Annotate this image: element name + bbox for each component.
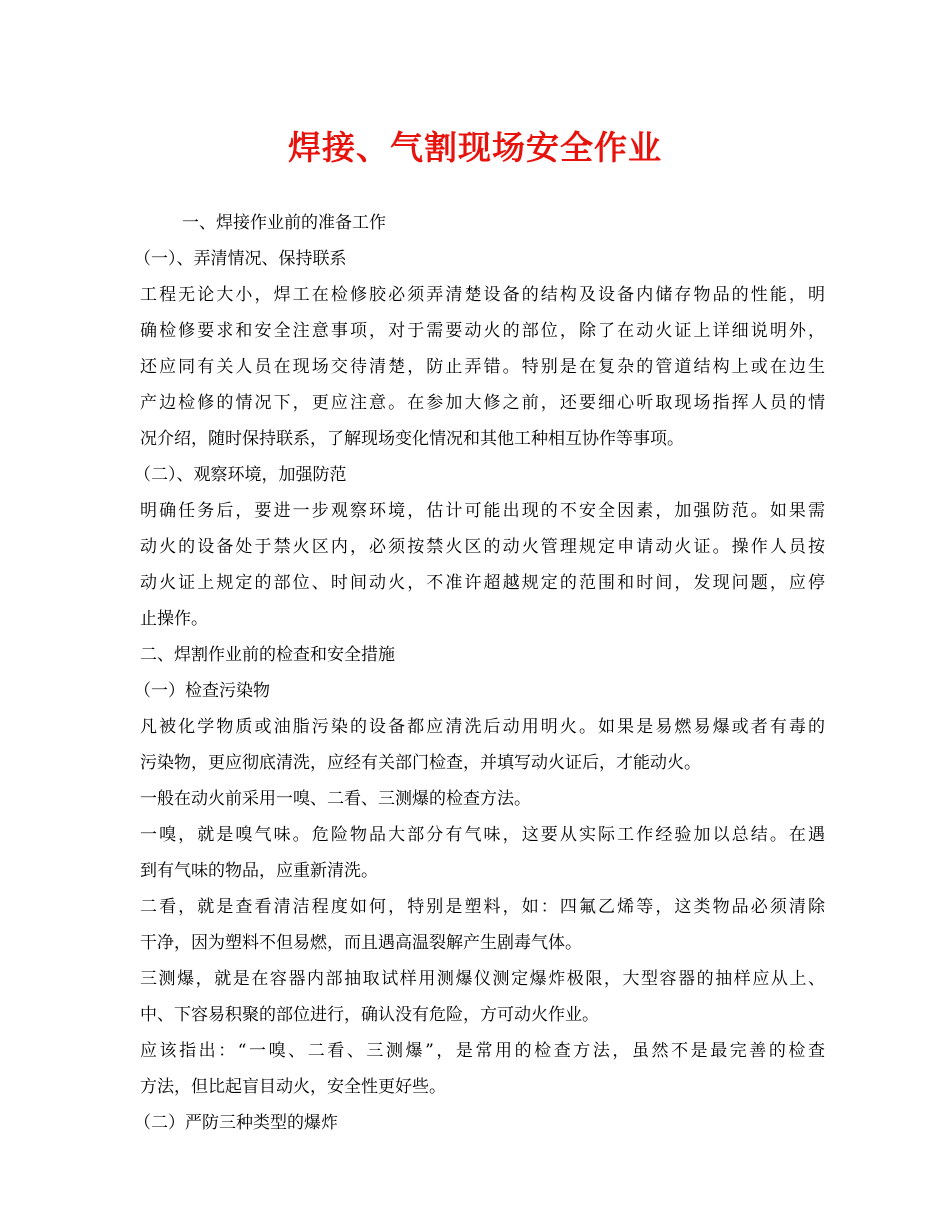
paragraph-line: 止操作。 bbox=[140, 609, 208, 629]
section-heading: （二）严防三种类型的爆炸 bbox=[134, 1113, 338, 1133]
paragraph-line: 方法，但比起盲目动火，安全性更好些。 bbox=[140, 1077, 446, 1097]
paragraph-line: 污染物，更应彻底清洗，应经有关部门检查，并填写动火证后，才能动火。 bbox=[140, 753, 701, 773]
paragraph-line: 干净，因为塑料不但易燃，而且遇高温裂解产生剧毒气体。 bbox=[140, 933, 582, 953]
section-heading: 二、焊割作业前的检查和安全措施 bbox=[140, 645, 395, 665]
section-heading: 一、焊接作业前的准备工作 bbox=[182, 213, 386, 233]
paragraph-line: 况介绍，随时保持联系，了解现场变化情况和其他工种相互协作等事项。 bbox=[140, 429, 684, 449]
paragraph-line: 中、下容易积聚的部位进行，确认没有危险，方可动火作业。 bbox=[140, 1005, 599, 1025]
paragraph-line: 产边检修的情况下，更应注意。在参加大修之前，还要细心听取现场指挥人员的情 bbox=[140, 393, 825, 413]
paragraph-line: 二看，就是查看清洁程度如何，特别是塑料，如：四氟乙烯等，这类物品必须清除 bbox=[140, 897, 825, 917]
document-title: 焊接、气割现场安全作业 bbox=[288, 128, 662, 167]
paragraph-line: 确检修要求和安全注意事项，对于需要动火的部位，除了在动火证上详细说明外， bbox=[140, 321, 825, 341]
section-heading: （二）、观察环境，加强防范 bbox=[134, 465, 347, 485]
paragraph-line: 一般在动火前采用一嗅、二看、三测爆的检查方法。 bbox=[140, 789, 531, 809]
paragraph-line: 动火的设备处于禁火区内，必须按禁火区的动火管理规定申请动火证。操作人员按 bbox=[140, 537, 825, 557]
paragraph-line: 一嗅，就是嗅气味。危险物品大部分有气味，这要从实际工作经验加以总结。在遇 bbox=[140, 825, 825, 845]
paragraph-line: 到有气味的物品，应重新清洗。 bbox=[140, 861, 378, 881]
paragraph-line: 三测爆，就是在容器内部抽取试样用测爆仪测定爆炸极限，大型容器的抽样应从上、 bbox=[140, 969, 825, 989]
paragraph-line: 凡被化学物质或油脂污染的设备都应清洗后动用明火。如果是易燃易爆或者有毒的 bbox=[140, 717, 825, 737]
paragraph-line: 动火证上规定的部位、时间动火，不准许超越规定的范围和时间，发现问题，应停 bbox=[140, 573, 825, 593]
paragraph-line: 应该指出：“一嗅、二看、三测爆”，是常用的检查方法，虽然不是最完善的检查 bbox=[140, 1041, 825, 1061]
section-heading: （一）检查污染物 bbox=[134, 681, 270, 701]
paragraph-line: 还应同有关人员在现场交待清楚，防止弄错。特别是在复杂的管道结构上或在边生 bbox=[140, 357, 825, 377]
paragraph-line: 明确任务后，要进一步观察环境，估计可能出现的不安全因素，加强防范。如果需 bbox=[140, 501, 825, 521]
document-body bbox=[134, 205, 825, 1141]
section-heading: （一）、弄清情况、保持联系 bbox=[134, 249, 347, 269]
paragraph-line: 工程无论大小，焊工在检修胶必须弄清楚设备的结构及设备内储存物品的性能，明 bbox=[140, 285, 825, 305]
